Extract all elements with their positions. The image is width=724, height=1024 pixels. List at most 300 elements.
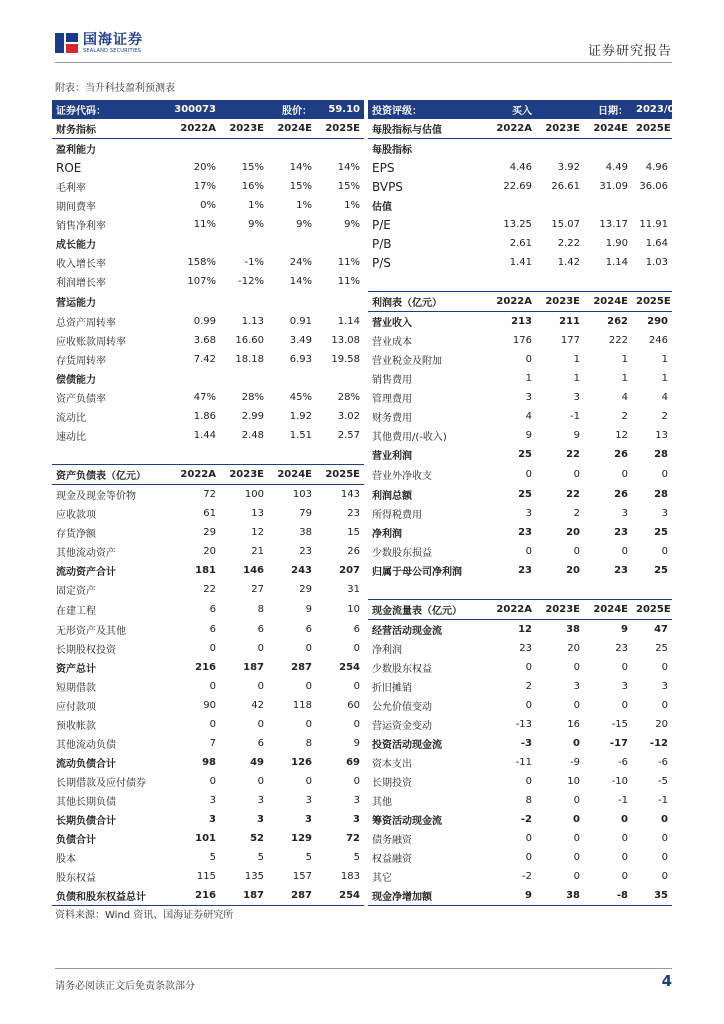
row-label: 股东权益 bbox=[56, 873, 96, 884]
row-value: 15% bbox=[241, 162, 264, 173]
row-value: 13 bbox=[655, 430, 668, 441]
table-row bbox=[52, 658, 672, 677]
row-label bbox=[368, 272, 486, 292]
logo-name-en: SEALAND SECURITIES bbox=[83, 47, 142, 54]
row-value: 14% bbox=[337, 162, 360, 173]
row-label: 存货净额 bbox=[56, 529, 96, 540]
row-value: 3 bbox=[621, 508, 628, 519]
row-value: 103 bbox=[292, 489, 312, 500]
row-label: 现金及现金等价物 bbox=[56, 491, 136, 502]
row-value: 6 bbox=[353, 623, 360, 635]
row-label: 营业税金及附加 bbox=[372, 356, 442, 367]
row-value: 3 bbox=[257, 795, 264, 806]
row-label: 收入增长率 bbox=[56, 259, 106, 270]
row-value: 61 bbox=[203, 508, 216, 519]
row-value: 0.91 bbox=[289, 315, 312, 327]
row-value bbox=[316, 292, 364, 312]
row-value: 0 bbox=[573, 852, 580, 863]
row-label: 营业成本 bbox=[372, 337, 412, 348]
row-value: 143 bbox=[340, 489, 360, 500]
row-value bbox=[486, 580, 536, 600]
row-value: 20% bbox=[193, 162, 216, 173]
row-label: 营运能力 bbox=[56, 298, 96, 309]
row-value: 2025E bbox=[316, 465, 364, 485]
row-label: 短期借款 bbox=[56, 683, 96, 694]
row-value: 38 bbox=[566, 624, 580, 635]
row-value: 11% bbox=[337, 276, 360, 288]
row-value bbox=[170, 369, 220, 388]
row-label: 盈利能力 bbox=[56, 145, 96, 156]
row-value: 0.99 bbox=[193, 315, 216, 327]
row-value: 2022A bbox=[170, 119, 220, 139]
row-value: 3 bbox=[209, 814, 216, 825]
row-value: 1.64 bbox=[645, 238, 668, 249]
row-value: -1 bbox=[570, 411, 580, 422]
row-value: 3 bbox=[525, 392, 532, 403]
row-value: 129 bbox=[291, 833, 312, 844]
row-value: 183 bbox=[340, 871, 360, 882]
row-value: 24% bbox=[289, 257, 312, 268]
rating-label: 投资评级： bbox=[368, 100, 486, 119]
row-value bbox=[170, 234, 220, 253]
page-header bbox=[55, 26, 672, 60]
row-value: 3.49 bbox=[289, 335, 312, 346]
table-row bbox=[52, 139, 672, 159]
row-value: 0 bbox=[257, 643, 264, 654]
row-value: 10 bbox=[347, 604, 360, 615]
row-value bbox=[536, 139, 584, 159]
row-value: 22 bbox=[566, 488, 580, 500]
row-value bbox=[584, 139, 632, 159]
table-row bbox=[52, 715, 672, 734]
row-value: 31 bbox=[347, 584, 360, 596]
row-value: 0 bbox=[525, 469, 532, 480]
row-value: 3 bbox=[525, 508, 532, 519]
row-value: 20 bbox=[655, 719, 668, 730]
table-row bbox=[52, 158, 672, 177]
row-value: 0 bbox=[661, 700, 668, 711]
table-row bbox=[52, 196, 672, 215]
row-label: 销售净利率 bbox=[56, 221, 106, 232]
row-value: 287 bbox=[291, 662, 312, 673]
row-value: 2023E bbox=[220, 465, 268, 485]
row-value: 0 bbox=[209, 681, 216, 692]
table-row bbox=[52, 215, 672, 234]
row-label: 速动比 bbox=[56, 432, 86, 443]
row-value: -15 bbox=[611, 719, 628, 730]
row-value: 9 bbox=[525, 430, 532, 441]
row-value: 1% bbox=[248, 200, 264, 211]
row-value: 47 bbox=[654, 624, 668, 635]
table-row bbox=[52, 696, 672, 715]
row-value: 1 bbox=[621, 373, 628, 384]
row-value: 3 bbox=[305, 795, 312, 806]
row-value: 9 bbox=[621, 624, 628, 635]
row-value bbox=[220, 292, 268, 312]
row-value: 2024E bbox=[584, 600, 632, 620]
row-value: 3.68 bbox=[193, 335, 216, 346]
row-value: 14% bbox=[289, 276, 312, 288]
row-value: 2.48 bbox=[241, 430, 264, 441]
row-value bbox=[584, 272, 632, 292]
row-value: 0 bbox=[525, 700, 532, 711]
row-value: 3.02 bbox=[337, 411, 360, 422]
row-value: 2025E bbox=[632, 119, 672, 139]
table-row bbox=[52, 253, 672, 272]
row-value: 1.14 bbox=[337, 315, 360, 327]
row-label: 长期投资 bbox=[372, 778, 412, 789]
row-value bbox=[268, 445, 316, 465]
row-value: 60 bbox=[347, 700, 360, 711]
row-value: 1.03 bbox=[645, 257, 668, 268]
row-value bbox=[268, 369, 316, 388]
row-value bbox=[316, 234, 364, 253]
row-value bbox=[486, 196, 536, 215]
row-label: 利润增长率 bbox=[56, 278, 106, 290]
stock-price: 59.10 bbox=[316, 100, 364, 119]
row-value: 0 bbox=[573, 546, 580, 557]
row-value: 0 bbox=[209, 643, 216, 654]
row-value: 2 bbox=[573, 508, 580, 519]
row-value: 222 bbox=[608, 335, 628, 346]
row-value: 4 bbox=[621, 392, 628, 403]
row-label: 其他费用/(-收入) bbox=[372, 432, 447, 443]
row-label: 无形资产及其他 bbox=[56, 625, 126, 637]
row-value: 181 bbox=[195, 565, 216, 576]
row-value: 290 bbox=[647, 316, 668, 327]
row-value: 12 bbox=[251, 527, 264, 538]
row-value bbox=[170, 139, 220, 159]
row-value: 2.22 bbox=[557, 238, 580, 249]
row-label: 其它 bbox=[372, 873, 392, 884]
row-value bbox=[268, 139, 316, 159]
row-value: 28 bbox=[654, 488, 668, 500]
code-label: 证券代码： bbox=[52, 100, 170, 119]
row-label: P/B bbox=[372, 236, 392, 251]
row-value: 3 bbox=[305, 814, 312, 825]
table-row bbox=[52, 445, 672, 465]
row-value: 6.93 bbox=[289, 354, 312, 365]
row-value: 23 bbox=[518, 565, 532, 576]
table-row bbox=[52, 772, 672, 791]
table-row bbox=[52, 350, 672, 369]
row-value: 26 bbox=[347, 546, 360, 557]
row-value: -2 bbox=[520, 814, 532, 825]
row-value: 1 bbox=[525, 373, 532, 384]
row-value: 28% bbox=[241, 392, 264, 403]
row-value: 0 bbox=[353, 681, 360, 692]
row-value: 27 bbox=[251, 584, 264, 596]
row-value: 4 bbox=[661, 392, 668, 403]
row-value: -8 bbox=[584, 886, 632, 906]
row-value: 176 bbox=[512, 335, 532, 346]
row-value: 1 bbox=[573, 354, 580, 365]
row-label: 少数股东损益 bbox=[372, 548, 432, 559]
row-value: 28% bbox=[337, 392, 360, 403]
row-value: 35 bbox=[632, 886, 672, 906]
row-value: 7 bbox=[209, 738, 216, 749]
table-row bbox=[52, 485, 672, 505]
row-value: 213 bbox=[511, 316, 532, 327]
row-value: 2022A bbox=[486, 119, 536, 139]
row-value bbox=[316, 445, 364, 465]
row-value: 16.60 bbox=[235, 335, 264, 346]
row-label: 估值 bbox=[372, 202, 392, 213]
row-value: 0 bbox=[573, 662, 580, 673]
row-value: 6 bbox=[305, 623, 312, 635]
row-value: 1.13 bbox=[241, 315, 264, 327]
row-value: 9% bbox=[344, 219, 360, 230]
row-value: 9% bbox=[248, 219, 264, 230]
row-value: -12 bbox=[649, 738, 668, 749]
table-row bbox=[52, 580, 672, 600]
row-value: 9 bbox=[353, 738, 360, 749]
row-value: 2 bbox=[661, 411, 668, 422]
row-label: 长期负债合计 bbox=[56, 816, 116, 827]
table-row bbox=[52, 810, 672, 829]
table-row bbox=[52, 867, 672, 886]
row-value: 100 bbox=[244, 489, 264, 500]
row-label: 营运资金变动 bbox=[372, 721, 432, 732]
row-value: 2023E bbox=[536, 600, 584, 620]
row-value: -5 bbox=[658, 776, 668, 787]
row-label: 现金流量表（亿元） bbox=[368, 600, 486, 620]
row-value: 0 bbox=[209, 776, 216, 787]
row-label: 总资产周转率 bbox=[56, 317, 116, 329]
row-value: 262 bbox=[607, 316, 628, 327]
table-row bbox=[52, 292, 672, 312]
row-value: 0 bbox=[525, 833, 532, 844]
row-value: 0 bbox=[353, 719, 360, 730]
row-value: 18.18 bbox=[235, 354, 264, 365]
row-value: 42 bbox=[251, 700, 264, 711]
row-value: 1.44 bbox=[193, 430, 216, 441]
row-value bbox=[268, 234, 316, 253]
row-label: 存货周转率 bbox=[56, 356, 106, 367]
row-label: 偿债能力 bbox=[56, 375, 96, 386]
row-value: 20 bbox=[203, 546, 216, 557]
row-value bbox=[486, 139, 536, 159]
row-value: 9 bbox=[305, 604, 312, 615]
row-value: 49 bbox=[250, 757, 264, 768]
row-label: 资产负债率 bbox=[56, 394, 106, 405]
row-value: 0 bbox=[621, 546, 628, 557]
row-value: 72 bbox=[346, 833, 360, 844]
row-value bbox=[536, 272, 584, 292]
row-value: 2023E bbox=[536, 292, 584, 312]
row-value: 0 bbox=[621, 814, 628, 825]
row-value: 25 bbox=[654, 527, 668, 538]
row-value: 19.58 bbox=[331, 354, 360, 365]
row-value: 2 bbox=[525, 681, 532, 692]
row-value: 0 bbox=[525, 662, 532, 673]
row-value bbox=[632, 196, 672, 215]
row-value: 0 bbox=[573, 833, 580, 844]
row-value: 0 bbox=[573, 469, 580, 480]
row-label: 其他流动负债 bbox=[56, 740, 116, 751]
row-value bbox=[220, 139, 268, 159]
row-value: 9% bbox=[296, 219, 312, 230]
row-value: 246 bbox=[648, 335, 668, 346]
table-row bbox=[52, 177, 672, 196]
row-value: 4.49 bbox=[605, 162, 628, 173]
row-label: 利润表（亿元） bbox=[368, 292, 486, 312]
row-value: 16% bbox=[241, 181, 264, 192]
table-row bbox=[52, 561, 672, 580]
row-value: 47% bbox=[193, 392, 216, 403]
row-value: 23 bbox=[614, 565, 628, 576]
row-value: 0 bbox=[305, 643, 312, 654]
row-value: 69 bbox=[346, 757, 360, 768]
row-value: 23 bbox=[519, 643, 532, 654]
row-value: 4.96 bbox=[645, 162, 668, 173]
row-label: 流动资产合计 bbox=[56, 567, 116, 578]
row-value: 3 bbox=[209, 795, 216, 806]
row-label: 销售费用 bbox=[372, 375, 412, 386]
row-value: 25 bbox=[655, 643, 668, 654]
row-value bbox=[170, 292, 220, 312]
row-value bbox=[632, 272, 672, 292]
table-row bbox=[52, 734, 672, 753]
row-value: 13.25 bbox=[503, 219, 532, 230]
row-value: 1 bbox=[661, 373, 668, 384]
row-label: 营业利润 bbox=[372, 451, 412, 463]
row-value: 1 bbox=[621, 354, 628, 365]
table-row bbox=[52, 829, 672, 848]
row-value: 1.92 bbox=[289, 411, 312, 422]
row-value: 0 bbox=[573, 795, 580, 806]
row-value: 1.86 bbox=[193, 411, 216, 422]
row-label: 每股指标 bbox=[372, 145, 412, 156]
row-value bbox=[220, 445, 268, 465]
row-value: 1.90 bbox=[605, 238, 628, 249]
row-value: 9 bbox=[486, 886, 536, 906]
row-value bbox=[584, 196, 632, 215]
row-label: 利润总额 bbox=[372, 490, 412, 502]
row-value: 20 bbox=[566, 565, 580, 576]
row-value: 17% bbox=[193, 181, 216, 192]
row-value: 20 bbox=[567, 643, 580, 654]
row-value: 9 bbox=[573, 430, 580, 441]
row-value: 135 bbox=[244, 871, 264, 882]
row-value: 23 bbox=[518, 527, 532, 538]
row-value: 15 bbox=[347, 527, 360, 538]
row-value: 8 bbox=[305, 738, 312, 749]
table-row bbox=[52, 677, 672, 696]
row-value: 1 bbox=[573, 373, 580, 384]
row-value bbox=[584, 580, 632, 600]
table-row bbox=[52, 312, 672, 332]
row-value: 254 bbox=[339, 662, 360, 673]
row-label: 毛利率 bbox=[56, 183, 86, 194]
row-value: 1.51 bbox=[289, 430, 312, 441]
row-value: 2024E bbox=[268, 465, 316, 485]
price-label: 股价： bbox=[268, 100, 316, 119]
row-value: 26.61 bbox=[551, 181, 580, 192]
row-value: 187 bbox=[220, 886, 268, 906]
row-value: 0% bbox=[200, 200, 216, 211]
source-note: 资料来源：Wind 资讯、国海证券研究所 bbox=[55, 910, 234, 921]
row-value: 36.06 bbox=[639, 181, 668, 192]
table-row bbox=[52, 407, 672, 426]
row-value: 1% bbox=[296, 200, 312, 211]
row-value: 13 bbox=[251, 508, 264, 519]
row-value: 31.09 bbox=[599, 181, 628, 192]
row-value: -2 bbox=[522, 871, 532, 882]
row-value: 0 bbox=[573, 871, 580, 882]
row-value: 10 bbox=[567, 776, 580, 787]
row-value: -6 bbox=[658, 757, 668, 768]
row-value: 2.57 bbox=[337, 430, 360, 441]
row-value: -3 bbox=[520, 738, 532, 749]
row-value: 45% bbox=[289, 392, 312, 403]
row-value: 157 bbox=[292, 871, 312, 882]
row-value: 28 bbox=[654, 449, 668, 461]
row-value bbox=[486, 272, 536, 292]
table-row bbox=[52, 600, 672, 620]
row-label: 固定资产 bbox=[56, 586, 96, 598]
row-value: 1.14 bbox=[605, 257, 628, 268]
row-value: 1.41 bbox=[509, 257, 532, 268]
row-value: 5 bbox=[209, 852, 216, 863]
row-label: 流动比 bbox=[56, 413, 86, 424]
row-label: 每股指标与估值 bbox=[368, 119, 486, 139]
row-value: 12 bbox=[615, 430, 628, 441]
row-value: 2023E bbox=[220, 119, 268, 139]
row-value: 38 bbox=[536, 886, 584, 906]
row-value: 0 bbox=[661, 662, 668, 673]
row-value: 25 bbox=[654, 565, 668, 576]
table-title: 附表：当升科技盈利预测表 bbox=[55, 83, 175, 94]
row-value: 2025E bbox=[632, 292, 672, 312]
row-value: 15% bbox=[337, 181, 360, 192]
row-value: 0 bbox=[353, 643, 360, 654]
row-value: 8 bbox=[257, 604, 264, 615]
row-value: 2024E bbox=[584, 119, 632, 139]
row-label: 长期股权投资 bbox=[56, 645, 116, 656]
table-row bbox=[52, 639, 672, 658]
row-value: 0 bbox=[621, 469, 628, 480]
row-value: 90 bbox=[203, 700, 216, 711]
row-value: 216 bbox=[170, 886, 220, 906]
row-value: 0 bbox=[305, 681, 312, 692]
table-row bbox=[52, 791, 672, 810]
row-label: 期间费率 bbox=[56, 202, 96, 213]
row-value: 287 bbox=[268, 886, 316, 906]
row-value: 2022A bbox=[486, 292, 536, 312]
row-value: 6 bbox=[257, 623, 264, 635]
row-label: 资本支出 bbox=[372, 759, 412, 770]
forecast-table bbox=[52, 100, 699, 906]
row-value bbox=[316, 139, 364, 159]
disclaimer-note: 请务必阅读正文后免责条款部分 bbox=[55, 981, 195, 992]
stock-code: 300073 bbox=[170, 100, 220, 119]
row-label: ROE bbox=[56, 160, 82, 175]
table-row bbox=[52, 388, 672, 407]
row-value: 2 bbox=[621, 411, 628, 422]
row-value: 2024E bbox=[584, 292, 632, 312]
row-label: 其他长期负债 bbox=[56, 797, 116, 808]
row-value: 0 bbox=[621, 871, 628, 882]
row-value: 14% bbox=[289, 162, 312, 173]
row-value: 2024E bbox=[268, 119, 316, 139]
row-label: 成长能力 bbox=[56, 240, 96, 251]
row-value: 101 bbox=[195, 833, 216, 844]
row-label: 应收账款周转率 bbox=[56, 337, 126, 348]
row-label: P/S bbox=[372, 255, 391, 270]
row-label: 所得税费用 bbox=[372, 510, 422, 521]
row-value: 13.17 bbox=[599, 219, 628, 230]
